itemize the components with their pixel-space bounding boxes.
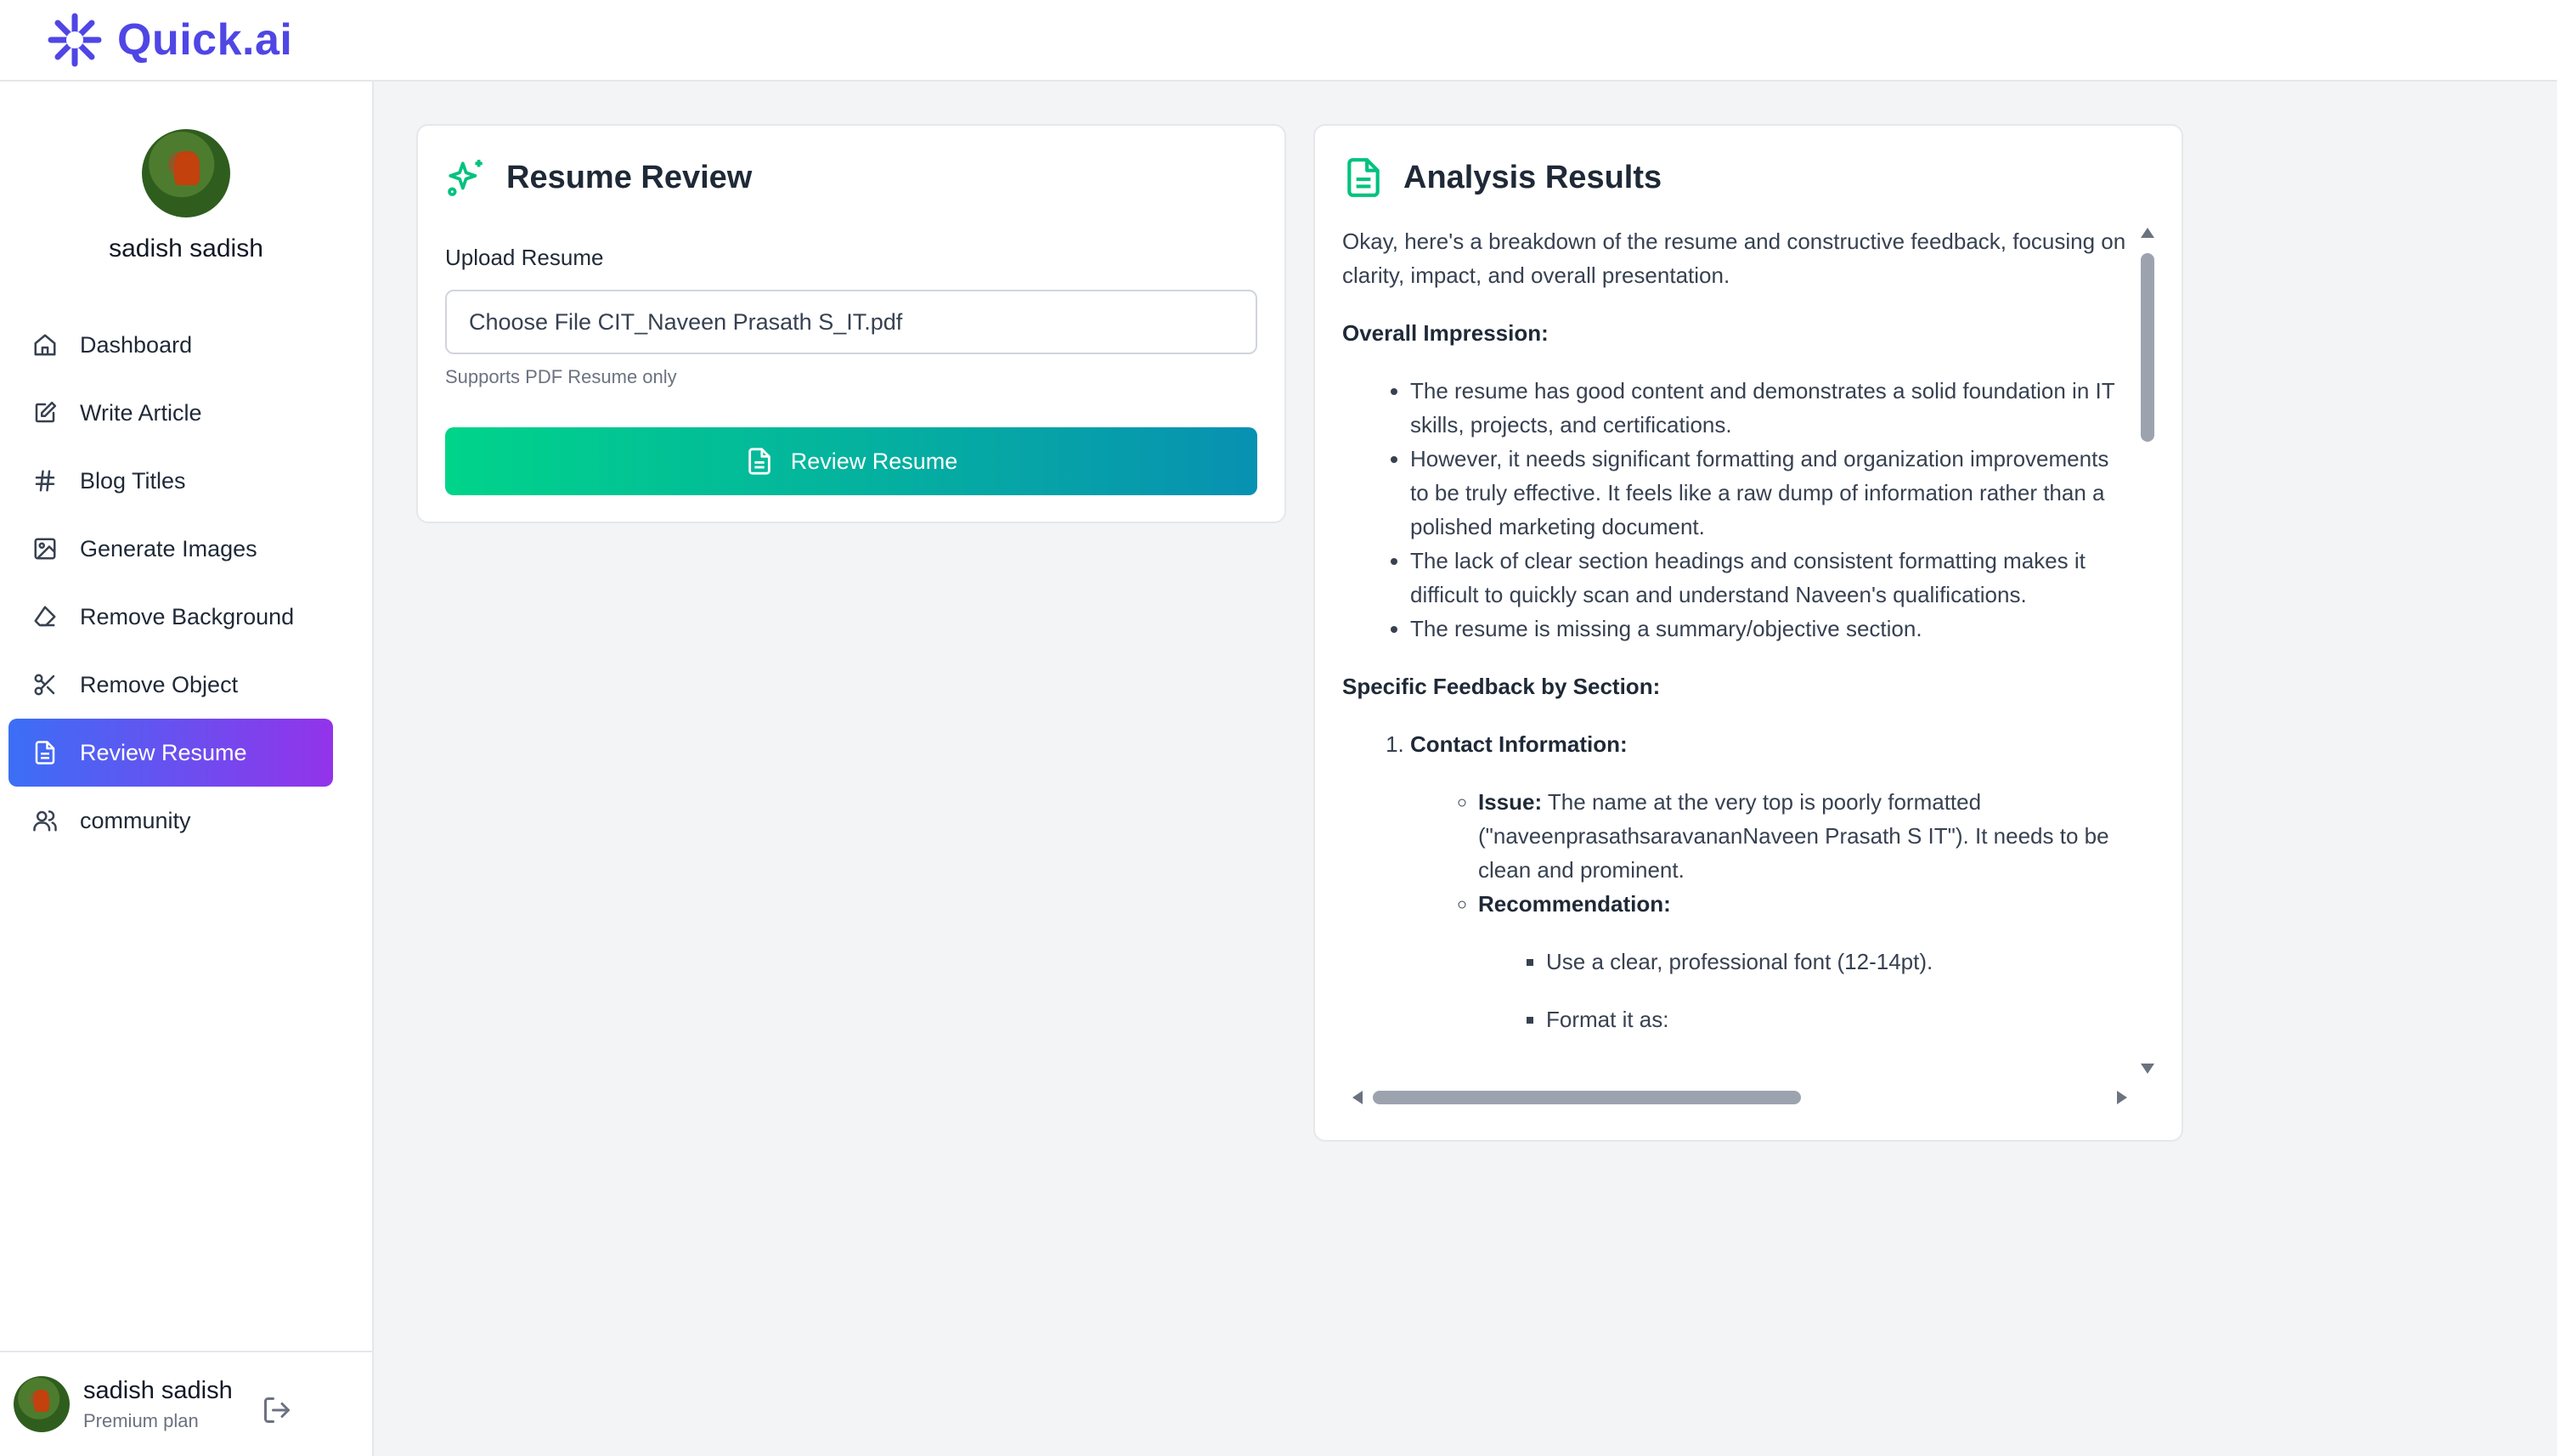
list-item: ▪ Use a clear, professional font (12-14pt). — [1546, 945, 2132, 979]
section-heading: Overall Impression: — [1342, 320, 1549, 346]
avatar[interactable] — [14, 1376, 70, 1432]
list-item: • The resume is missing a summary/objective section. — [1410, 612, 2132, 646]
sidebar-item-label: community — [80, 807, 191, 833]
upload-label: Upload Resume — [445, 245, 604, 270]
analysis-results-card — [1313, 124, 2183, 1142]
sidebar-item-label: Review Resume — [80, 739, 247, 765]
vertical-scrollbar[interactable] — [2137, 224, 2158, 1077]
list-item — [1478, 785, 2132, 887]
file-upload-input[interactable]: Choose File CIT_Naveen Prasath S_IT.pdf — [445, 290, 1257, 354]
user-name: sadish sadish — [83, 1376, 233, 1404]
user-info — [83, 1377, 233, 1432]
sparkles-icon — [445, 156, 488, 199]
scroll-right-arrow-icon[interactable] — [2117, 1091, 2127, 1104]
scroll-left-arrow-icon[interactable] — [1352, 1091, 1363, 1104]
analysis-scroll-area[interactable] — [1342, 224, 2158, 1108]
sparkle-logo-icon — [44, 9, 105, 71]
user-plan: Premium plan — [83, 1409, 199, 1431]
horizontal-scrollbar[interactable] — [1342, 1087, 2137, 1108]
brand-name: Quick.ai — [117, 15, 293, 65]
sidebar-footer — [0, 1351, 374, 1456]
analysis-intro: Okay, here's a breakdown of the resume and constructive feedback, focusing on clarity, impact, and overall presentation. — [1342, 229, 2126, 288]
sidebar-nav — [0, 311, 372, 855]
list-item: • The lack of clear section headings and consistent formatting makes it difficult to quickly scan and understand Naveen's qualifications. — [1410, 544, 2132, 612]
eraser-icon — [32, 604, 58, 629]
logout-icon[interactable] — [262, 1395, 292, 1425]
card-header — [445, 126, 1257, 229]
issue-label: Issue: — [1478, 789, 1543, 815]
avatar[interactable] — [142, 129, 230, 217]
top-navbar — [0, 0, 2557, 82]
sidebar — [0, 82, 374, 1456]
scroll-down-arrow-icon[interactable] — [2141, 1064, 2154, 1074]
card-header — [1342, 126, 2154, 229]
sidebar-item-label: Remove Background — [80, 603, 295, 629]
sidebar-profile — [0, 82, 372, 263]
scroll-up-arrow-icon[interactable] — [2141, 228, 2154, 238]
sub-list — [1478, 785, 2132, 1036]
resume-review-card — [416, 124, 1286, 523]
list-item: • The resume has good content and demonstrates a solid foundation in IT skills, projects, and certifications. — [1410, 374, 2132, 442]
sidebar-item-dashboard[interactable] — [8, 311, 364, 379]
image-icon — [32, 536, 58, 562]
upload-hint: Supports PDF Resume only — [445, 366, 677, 387]
sidebar-item-generate-images[interactable] — [8, 515, 364, 583]
sidebar-item-remove-object[interactable] — [8, 651, 364, 719]
overall-list — [1410, 374, 2132, 646]
issue-text: The name at the very top is poorly formatted ("naveenprasathsaravananNaveen Prasath S IT"). It needs to be clean and prominent. — [1478, 789, 2109, 883]
users-icon — [32, 808, 58, 833]
scrollbar-thumb[interactable] — [2141, 253, 2154, 442]
card-title: Resume Review — [506, 159, 753, 195]
file-text-icon — [1342, 156, 1385, 199]
section-title: Contact Information: — [1410, 731, 1628, 757]
home-icon — [32, 332, 58, 358]
sidebar-item-community[interactable] — [8, 787, 364, 855]
list-item: • However, it needs significant formatting and organization improvements to be truly effective. It feels like a raw dump of information rather than a polished marketing document. — [1410, 442, 2132, 544]
recommendation-label: Recommendation: — [1478, 891, 1671, 917]
sidebar-item-label: Dashboard — [80, 331, 193, 358]
list-item: ▪ Format it as: — [1546, 1002, 2132, 1036]
sidebar-item-blog-titles[interactable] — [8, 447, 364, 515]
sidebar-item-review-resume[interactable] — [8, 719, 333, 787]
scissors-icon — [32, 672, 58, 697]
analysis-content — [1342, 224, 2132, 1074]
sidebar-item-label: Generate Images — [80, 535, 257, 562]
section-heading: Specific Feedback by Section: — [1342, 674, 1661, 699]
pen-square-icon — [32, 400, 58, 426]
sidebar-item-write-article[interactable] — [8, 379, 364, 447]
card-title: Analysis Results — [1403, 159, 1662, 195]
recommendation-list — [1546, 945, 2132, 1036]
sidebar-item-remove-background[interactable] — [8, 583, 364, 651]
button-label: Review Resume — [790, 448, 958, 474]
section-list — [1410, 727, 2132, 1036]
file-text-icon — [32, 740, 58, 765]
review-resume-button[interactable] — [445, 427, 1257, 495]
brand-logo[interactable] — [44, 9, 292, 71]
hash-icon — [32, 468, 58, 494]
sidebar-item-label: Write Article — [80, 399, 202, 426]
scrollbar-thumb[interactable] — [1373, 1091, 1801, 1104]
profile-name: sadish sadish — [109, 234, 263, 262]
sidebar-item-label: Blog Titles — [80, 467, 186, 494]
file-text-icon — [745, 447, 774, 476]
sidebar-item-label: Remove Object — [80, 671, 239, 697]
list-item — [1410, 727, 2132, 1036]
list-item — [1478, 887, 2132, 1036]
